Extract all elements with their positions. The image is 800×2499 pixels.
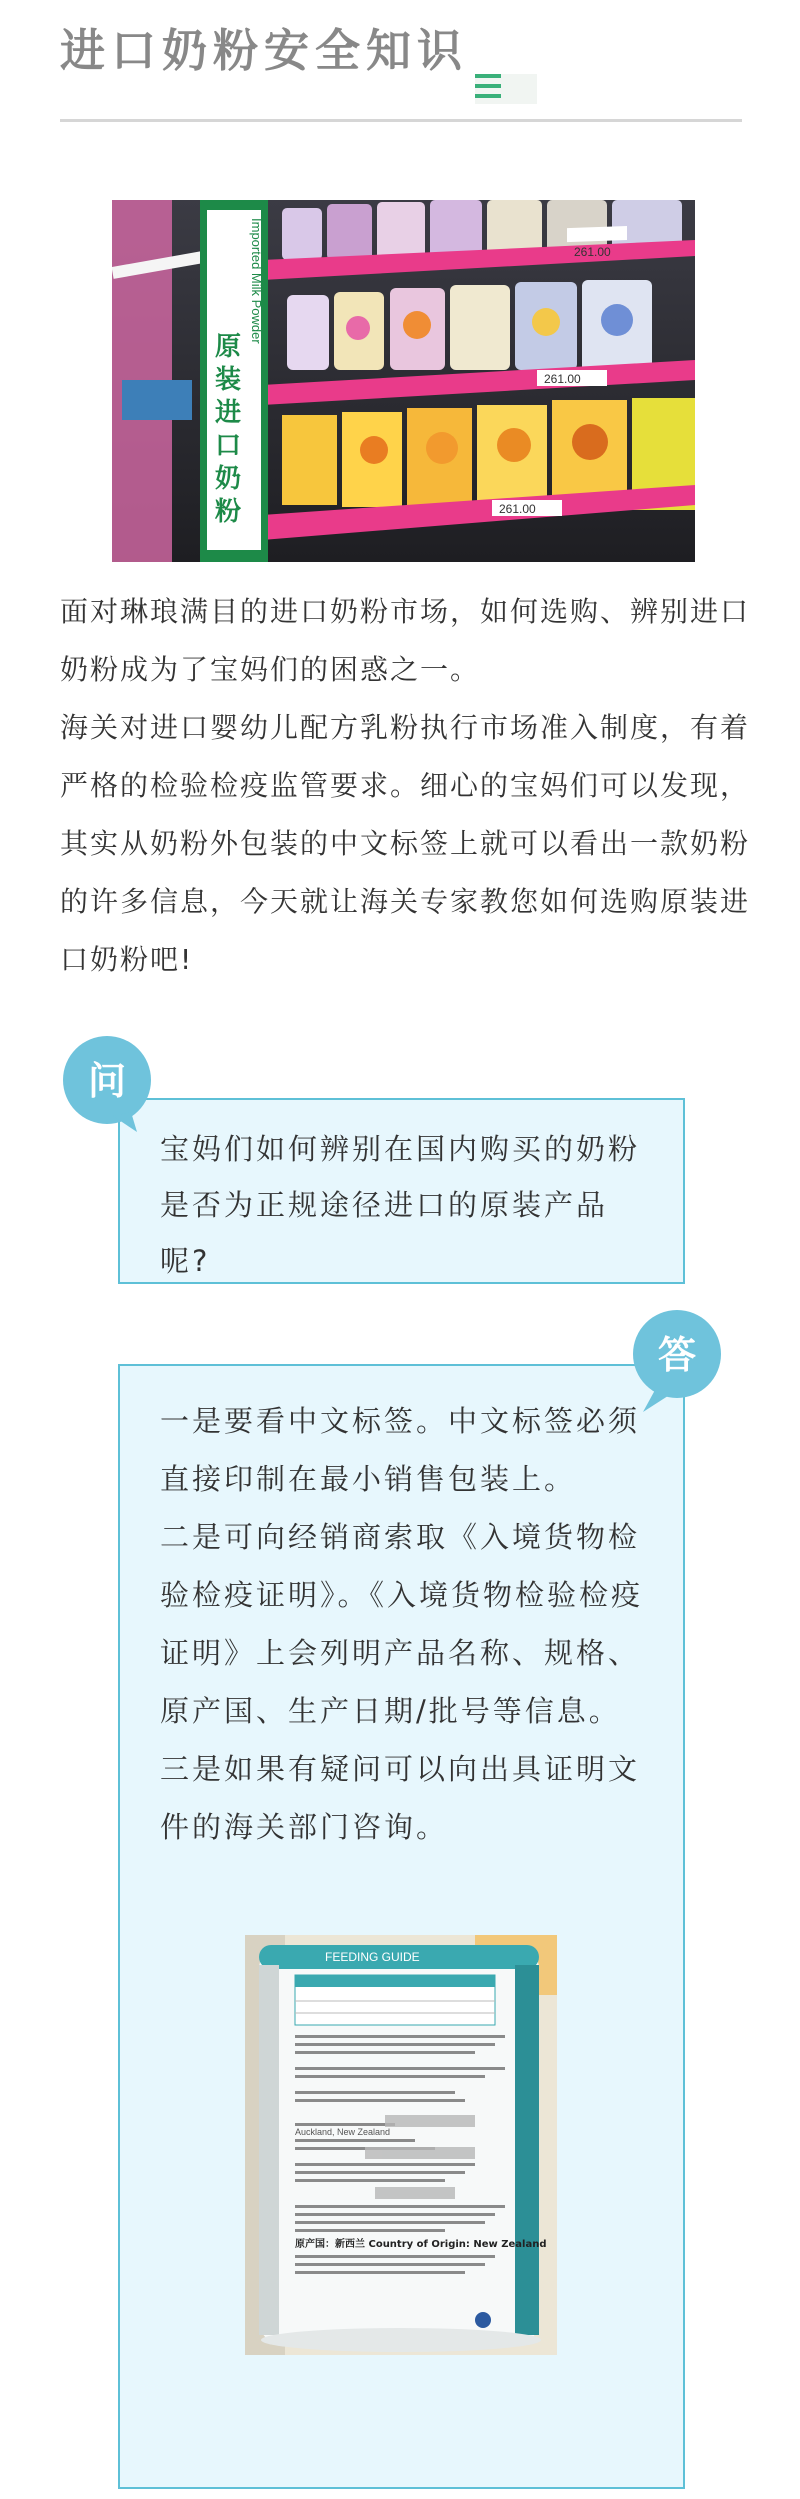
- answer-line-2: 二是可向经销商索取《入境货物检验检疫证明》。《入境货物检验检疫证明》上会列明产品名称、规格、原产国、生产日期/批号等信息。: [160, 1520, 644, 1728]
- can-header-text: FEEDING GUIDE: [325, 1950, 420, 1964]
- svg-text:奶: 奶: [215, 464, 242, 494]
- sign-english-text: Imported Milk Powder: [249, 218, 264, 344]
- answer-line-1: 一是要看中文标签。中文标签必须直接印制在最小销售包装上。: [160, 1404, 641, 1496]
- price-tag-3: 261.00: [499, 502, 536, 516]
- title-divider: [60, 119, 742, 122]
- svg-text:口: 口: [215, 431, 242, 461]
- milk-powder-can-label-image: [245, 1935, 557, 2355]
- svg-text:粉: 粉: [215, 497, 242, 527]
- question-badge-label: 问: [87, 1059, 127, 1103]
- svg-text:原: 原: [215, 332, 242, 362]
- question-text: 宝妈们如何辨别在国内购买的奶粉是否为正规途径进口的原装产品呢?: [160, 1132, 641, 1278]
- answer-badge-label: 答: [657, 1333, 697, 1377]
- answer-line-3: 三是如果有疑问可以向出具证明文件的海关部门咨询。: [160, 1752, 641, 1844]
- intro-paragraph-2: 海关对进口婴幼儿配方乳粉执行市场准入制度，有着严格的检验检疫监管要求。细心的宝妈们可以发现，其实从奶粉外包装的中文标签上就可以看出一款奶粉的许多信息，今天就让海关专家教您如何选购原装进口奶粉吧!: [60, 711, 751, 976]
- svg-text:装: 装: [215, 365, 242, 395]
- question-badge: [61, 1036, 157, 1132]
- menu-icon[interactable]: [475, 74, 503, 104]
- answer-text: [160, 1392, 650, 1856]
- page-title: 进口奶粉安全知识: [60, 24, 469, 77]
- can-origin-text: 原产国：新西兰 Country of Origin: New Zealand: [295, 2239, 547, 2250]
- intro-paragraph-1: 面对琳琅满目的进口奶粉市场，如何选购、辨别进口奶粉成为了宝妈们的困惑之一。: [60, 595, 751, 686]
- imported-milk-powder-shelf-image: [112, 200, 695, 562]
- price-tag-1: 261.00: [574, 245, 611, 259]
- price-tag-2: 261.00: [544, 372, 581, 386]
- middle-row-cans: [287, 280, 652, 372]
- svg-text:进: 进: [215, 398, 242, 428]
- can-city-text: Auckland, New Zealand: [295, 2127, 391, 2137]
